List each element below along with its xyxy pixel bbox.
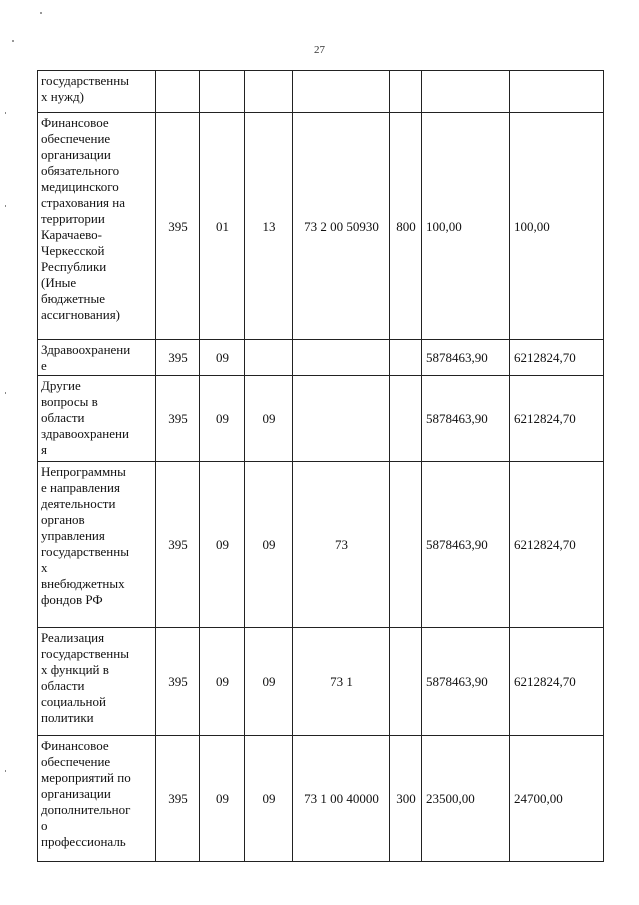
admin-code-cell: 395 — [156, 736, 200, 862]
expense-type-cell — [390, 628, 422, 736]
admin-code-cell: 395 — [156, 113, 200, 340]
expense-type-cell — [390, 71, 422, 113]
amount-year1-cell: 5878463,90 — [422, 376, 510, 462]
row-name-cell — [38, 340, 156, 376]
expense-type-cell — [390, 340, 422, 376]
table-row — [38, 113, 604, 340]
target-code-cell: 73 — [293, 462, 390, 628]
subsection-code-cell: 09 — [245, 462, 293, 628]
admin-code-cell: 395 — [156, 376, 200, 462]
target-code-cell: 73 2 00 50930 — [293, 113, 390, 340]
table-row — [38, 340, 604, 376]
amount-year1-cell — [422, 71, 510, 113]
section-code-cell: 09 — [200, 376, 245, 462]
table-row — [38, 71, 604, 113]
row-name: Здравоохранени е — [41, 342, 131, 373]
subsection-code-cell: 09 — [245, 628, 293, 736]
amount-year2-cell: 6212824,70 — [510, 340, 604, 376]
table-row — [38, 376, 604, 462]
row-name-cell — [38, 462, 156, 628]
amount-year1-cell: 5878463,90 — [422, 462, 510, 628]
target-code-cell: 73 1 — [293, 628, 390, 736]
subsection-code-cell — [245, 71, 293, 113]
section-code-cell — [200, 71, 245, 113]
scan-speck — [5, 770, 6, 772]
budget-table — [37, 70, 604, 862]
expense-type-cell: 300 — [390, 736, 422, 862]
section-code-cell: 09 — [200, 628, 245, 736]
target-code-cell — [293, 71, 390, 113]
row-name-cell — [38, 71, 156, 113]
subsection-code-cell: 13 — [245, 113, 293, 340]
subsection-code-cell — [245, 340, 293, 376]
expense-type-cell: 800 — [390, 113, 422, 340]
amount-year2-cell: 6212824,70 — [510, 628, 604, 736]
row-name: государственны х нужд) — [41, 73, 129, 104]
table-row — [38, 736, 604, 862]
amount-year1-cell: 5878463,90 — [422, 628, 510, 736]
admin-code-cell: 395 — [156, 462, 200, 628]
admin-code-cell — [156, 71, 200, 113]
amount-year1-cell: 100,00 — [422, 113, 510, 340]
target-code-cell — [293, 340, 390, 376]
page-number: 27 — [314, 44, 325, 56]
row-name: Реализация государственны х функций в области социальной политики — [41, 630, 129, 725]
amount-year2-cell: 6212824,70 — [510, 376, 604, 462]
target-code-cell — [293, 376, 390, 462]
subsection-code-cell: 09 — [245, 736, 293, 862]
scan-speck — [12, 40, 14, 42]
section-code-cell: 09 — [200, 462, 245, 628]
scan-speck — [40, 12, 42, 14]
expense-type-cell — [390, 376, 422, 462]
expense-type-cell — [390, 462, 422, 628]
section-code-cell: 09 — [200, 340, 245, 376]
amount-year1-cell: 5878463,90 — [422, 340, 510, 376]
section-code-cell: 09 — [200, 736, 245, 862]
row-name-cell — [38, 736, 156, 862]
row-name: Финансовое обеспечение организации обязательного медицинского страхования на территории Карачаево- Черкесской Республики (Иные бюджетные ассигнования) — [41, 115, 125, 322]
row-name-cell — [38, 113, 156, 340]
row-name-cell — [38, 628, 156, 736]
scan-speck — [5, 392, 6, 394]
amount-year2-cell: 100,00 — [510, 113, 604, 340]
scan-speck — [5, 112, 6, 114]
amount-year2-cell: 24700,00 — [510, 736, 604, 862]
table-row — [38, 628, 604, 736]
row-name-cell — [38, 376, 156, 462]
admin-code-cell: 395 — [156, 340, 200, 376]
section-code-cell: 01 — [200, 113, 245, 340]
row-name: Непрограммны е направления деятельности органов управления государственны х внебюджетных фондов РФ — [41, 464, 129, 607]
subsection-code-cell: 09 — [245, 376, 293, 462]
row-name: Финансовое обеспечение мероприятий по организации дополнительног о профессиональ — [41, 738, 131, 849]
target-code-cell: 73 1 00 40000 — [293, 736, 390, 862]
row-name: Другие вопросы в области здравоохранени я — [41, 378, 129, 457]
scan-speck — [5, 205, 6, 207]
amount-year1-cell: 23500,00 — [422, 736, 510, 862]
amount-year2-cell — [510, 71, 604, 113]
amount-year2-cell: 6212824,70 — [510, 462, 604, 628]
table-row — [38, 462, 604, 628]
admin-code-cell: 395 — [156, 628, 200, 736]
